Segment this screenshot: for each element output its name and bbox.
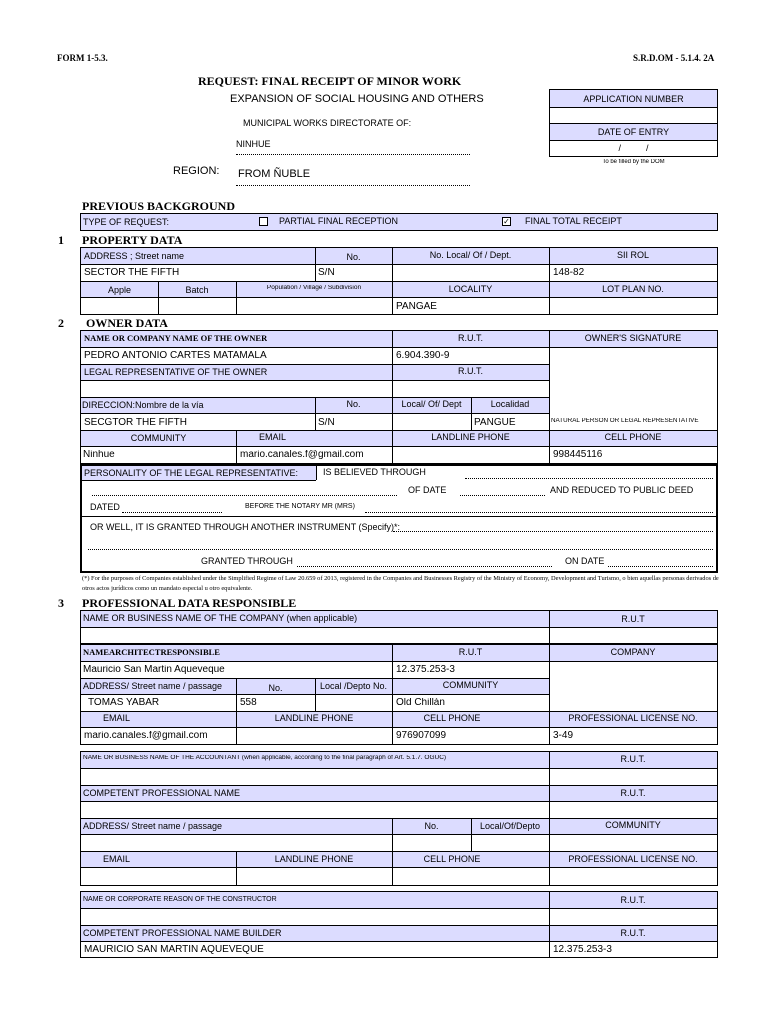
owner-address-value[interactable]: SECGTOR THE FIFTH <box>84 418 187 428</box>
owner-cell-label: CELL PHONE <box>604 433 662 442</box>
apple-label: Apple <box>107 286 132 295</box>
owner-name-label: NAME OR COMPANY NAME OF THE OWNER <box>84 334 268 343</box>
architect-rut-value[interactable]: 12.375.253-3 <box>396 665 455 675</box>
section-number-1: 1 <box>58 233 64 247</box>
professional-address-value[interactable]: TOMAS YABAR <box>88 698 160 708</box>
accountant-name-label: NAME OR BUSINESS NAME OF THE ACCOUNTANT (when applicable, according to the final paragraph of Art. 5.1.7. OGUC) <box>83 755 447 761</box>
company-col-label: COMPANY <box>610 648 656 657</box>
owner-community-label: COMMUNITY <box>130 434 187 443</box>
reduced-label: AND REDUCED TO PUBLIC DEED <box>550 486 694 495</box>
application-number-label: APPLICATION NUMBER <box>583 95 684 104</box>
natural-person-label: NATURAL PERSON OR LEGAL REPRESENTATIVE <box>551 418 699 424</box>
accountant-cell-label: CELL PHONE <box>423 855 481 864</box>
owner-landline-label: LANDLINE PHONE <box>431 433 510 442</box>
professional-local-label: Local /Depto No. <box>319 682 388 691</box>
builder-value[interactable]: MAURICIO SAN MARTIN AQUEVEQUE <box>84 945 264 955</box>
accountant-rut-label: R.U.T. <box>620 755 646 764</box>
instrument-label: OR WELL, IT IS GRANTED THROUGH ANOTHER INSTRUMENT (Specify)*: <box>90 523 401 532</box>
owner-rut-value[interactable]: 6.904.390-9 <box>396 351 450 361</box>
professional-email-value[interactable]: mario.canales.f@gmail.com <box>84 731 208 741</box>
personality-label: PERSONALITY OF THE LEGAL REPRESENTATIVE: <box>84 469 299 478</box>
owner-localidad-value[interactable]: PANGUE <box>474 418 516 428</box>
date-of-entry-field[interactable]: / / <box>618 144 649 153</box>
professional-data-title: PROFESSIONAL DATA RESPONSIBLE <box>82 596 297 610</box>
owner-cell-value[interactable]: 998445116 <box>553 450 603 460</box>
company-rut-label: R.U.T <box>621 615 645 624</box>
constructor-rut-label: R.U.T. <box>620 896 646 905</box>
dated-label: DATED <box>90 503 120 512</box>
municipal-label: MUNICIPAL WORKS DIRECTORATE OF: <box>243 118 412 128</box>
owner-localidad-label: Localidad <box>490 400 530 409</box>
legal-representative-label: LEGAL REPRESENTATIVE OF THE OWNER <box>84 368 268 377</box>
accountant-email-label: EMAIL <box>102 855 130 864</box>
on-date-label: ON DATE <box>565 557 605 566</box>
property-no-label: No. <box>346 253 361 262</box>
locality-value[interactable]: PANGAE <box>396 302 437 312</box>
owner-signature-label: OWNER'S SIGNATURE <box>584 334 682 343</box>
owner-email-label: EMAIL <box>259 433 287 442</box>
accountant-local-label: Local/Of/Depto <box>479 822 541 831</box>
request-type-row <box>80 213 718 231</box>
owner-local-label: Local/ Of/ Dept <box>401 400 462 409</box>
professional-address-label: ADDRESS/ Street name / passage <box>83 682 223 691</box>
sii-rol-label: SII ROL <box>616 251 649 260</box>
municipal-line <box>236 154 470 155</box>
partial-label: PARTIAL FINAL RECEPTION <box>279 217 399 226</box>
municipal-value[interactable]: NINHUE <box>236 139 271 149</box>
notary-label: BEFORE THE NOTARY MR (MRS) <box>245 503 355 510</box>
owner-no-label: No. <box>346 400 361 409</box>
lot-plan-label: LOT PLAN NO. <box>602 285 664 294</box>
granted-through-label: GRANTED THROUGH <box>201 557 293 566</box>
owner-name-value[interactable]: PEDRO ANTONIO CARTES MATAMALA <box>84 351 267 361</box>
property-address-value[interactable]: SECTOR THE FIFTH <box>84 268 180 278</box>
property-data-title: PROPERTY DATA <box>82 233 183 247</box>
sii-rol-value[interactable]: 148-82 <box>553 268 585 278</box>
owner-email-value[interactable]: mario.canales.f@gmail.com <box>240 450 364 460</box>
accountant-no-label: No. <box>424 822 439 831</box>
competent-rut-label: R.U.T. <box>620 789 646 798</box>
region-label: REGION: <box>173 165 220 177</box>
form-title: REQUEST: FINAL RECEIPT OF MINOR WORK <box>198 74 462 88</box>
legal-rut-label: R.U.T. <box>457 367 483 376</box>
accountant-community-label: COMMUNITY <box>605 821 661 830</box>
builder-rut-value[interactable]: 12.375.253-3 <box>553 945 612 955</box>
competent-professional-label: COMPETENT PROFESSIONAL NAME <box>83 789 241 798</box>
date-of-entry-label: DATE OF ENTRY <box>597 128 670 137</box>
type-of-request-label: TYPE OF REQUEST: <box>83 218 170 227</box>
of-date-label: OF DATE <box>408 486 447 495</box>
locality-label: LOCALITY <box>448 285 493 294</box>
owner-address-label: DIRECCIÓN:Nombre de la vía <box>82 401 204 410</box>
company-name-label: NAME OR BUSINESS NAME OF THE COMPANY (when applicable) <box>83 614 358 623</box>
believed-through-label: IS BELIEVED THROUGH <box>323 468 426 477</box>
constructor-name-label: NAME OR CORPORATE REASON OF THE CONSTRUCTOR <box>83 896 277 903</box>
professional-community-value[interactable]: Old Chillán <box>396 698 445 708</box>
property-address-label: ADDRESS ; Street name <box>84 252 185 261</box>
region-line <box>236 185 470 186</box>
form-subtitle: EXPANSION OF SOCIAL HOUSING AND OTHERS <box>230 93 484 105</box>
population-label: Population / Village / Subdivision <box>266 285 362 291</box>
accountant-address-label: ADDRESS/ Street name / passage <box>83 822 223 831</box>
professional-email-label: EMAIL <box>102 714 130 723</box>
footnote: (*) For the purposes of Companies established under the Simplified Regime of Law 20.659 of 2013, registered in the Companies and Businesses Registry of the Ministry of Economy, Development and Turismo, o bien aquellas personas derivados de otros actos jurídicos como un mandato especial u otro equivalente. <box>82 575 719 592</box>
architect-rut-label: R.U.T <box>458 648 483 657</box>
owner-data-title: OWNER DATA <box>86 316 168 330</box>
accountant-license-label: PROFESSIONAL LICENSE NO. <box>568 855 698 864</box>
builder-label: COMPETENT PROFESSIONAL NAME BUILDER <box>83 929 282 938</box>
form-code: FORM 1-5.3. <box>57 53 108 63</box>
owner-community-value[interactable]: Ninhue <box>83 450 115 460</box>
property-local-label: No. Local/ Of / Dept. <box>429 251 512 260</box>
total-label: FINAL TOTAL RECEIPT <box>525 217 622 226</box>
previous-background-title: PREVIOUS BACKGROUND <box>82 199 236 213</box>
owner-no-value[interactable]: S/N <box>318 418 335 428</box>
professional-license-value[interactable]: 3-49 <box>553 731 574 741</box>
professional-no-label: No. <box>268 684 283 693</box>
accountant-landline-label: LANDLINE PHONE <box>274 855 354 864</box>
professional-cell-value[interactable]: 976907099 <box>396 731 447 741</box>
builder-rut-label: R.U.T. <box>620 929 646 938</box>
region-value[interactable]: FROM ÑUBLE <box>238 168 311 180</box>
owner-rut-label: R.U.T. <box>457 334 483 343</box>
dom-note: To be filled by the DOM <box>602 159 665 165</box>
architect-value[interactable]: Mauricio San Martin Aqueveque <box>83 665 225 675</box>
property-no-value[interactable]: S/N <box>318 268 335 278</box>
professional-no-value[interactable]: 558 <box>240 698 257 708</box>
batch-label: Batch <box>185 286 209 295</box>
section-number-2: 2 <box>58 316 64 330</box>
professional-landline-label: LANDLINE PHONE <box>274 714 354 723</box>
total-checkbox[interactable]: ✓ <box>503 217 510 226</box>
partial-checkbox[interactable] <box>259 217 268 226</box>
ref-code: S.R.D.OM - 5.1.4. 2A <box>633 53 715 63</box>
professional-license-label: PROFESSIONAL LICENSE NO. <box>568 714 698 723</box>
professional-community-label: COMMUNITY <box>442 681 499 690</box>
professional-cell-label: CELL PHONE <box>423 714 481 723</box>
architect-label: NAMEARCHITECTRESPONSIBLE <box>83 648 220 657</box>
section-number-3: 3 <box>58 596 64 610</box>
